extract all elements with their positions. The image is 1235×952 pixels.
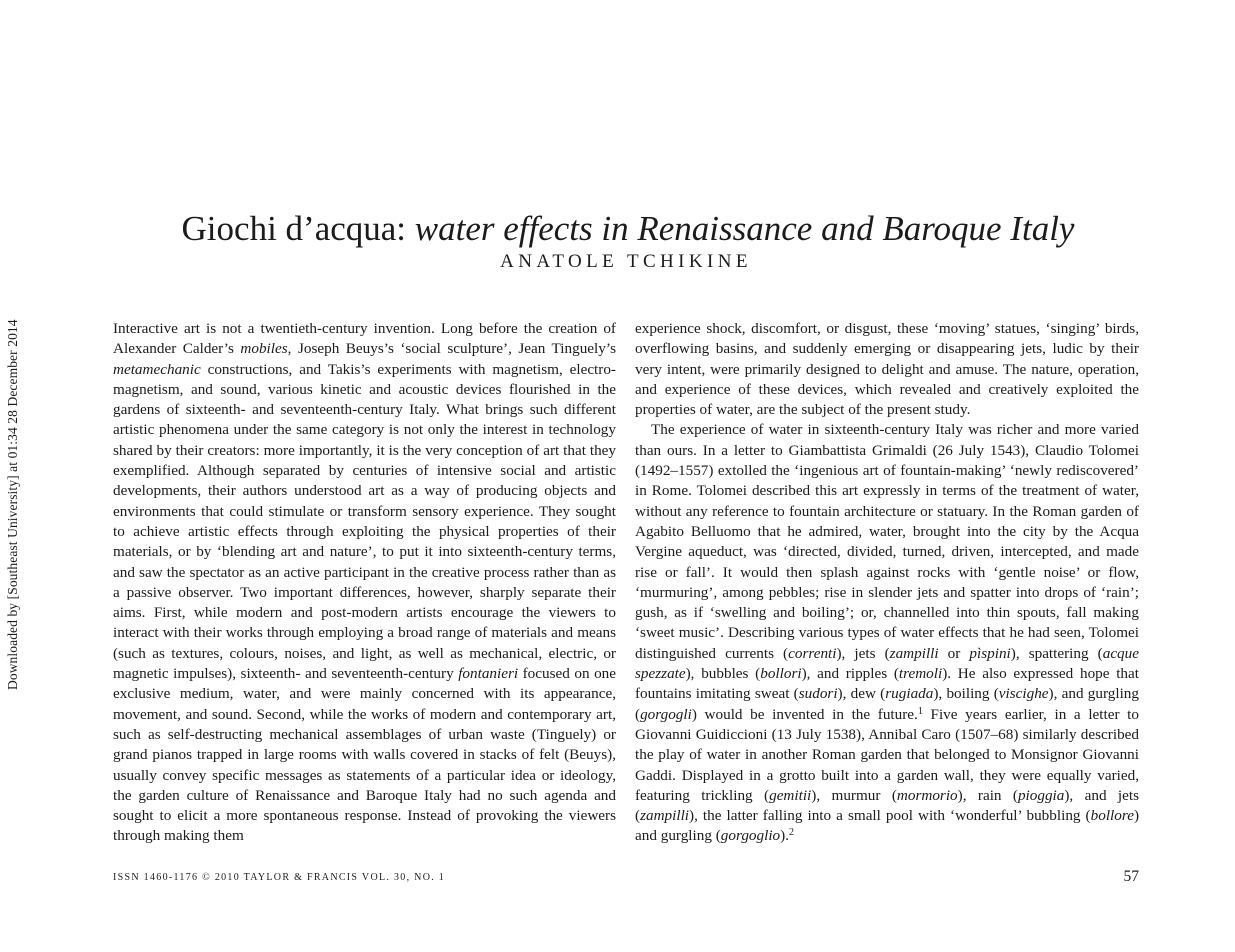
text-run: ), and gurgling ( — [635, 685, 1139, 723]
right-column — [635, 319, 1139, 847]
text-run: ), spattering ( — [1010, 644, 1103, 662]
download-notice — [2, 270, 22, 690]
italic-term: sudori — [798, 685, 838, 703]
italic-term: gorgoglio — [720, 827, 781, 845]
footnote-marker: 2 — [789, 827, 794, 839]
italic-term: gorgogli — [640, 705, 692, 723]
italic-term: mormorio — [896, 786, 958, 804]
article-title — [0, 209, 1235, 249]
text-run: ). He also expressed hope that fountains imitating sweat ( — [635, 665, 1139, 703]
italic-term: bollore — [1090, 807, 1134, 825]
footnote-marker: 1 — [917, 705, 923, 717]
italic-term: correnti — [788, 644, 837, 662]
page-number: 57 — [1123, 868, 1139, 885]
italic-term: bollori — [760, 665, 802, 683]
article-author: ANATOLE TCHIKINE — [500, 251, 752, 272]
text-run: ), jets ( — [836, 644, 890, 662]
left-column — [113, 319, 616, 847]
italic-term: pìspini — [969, 644, 1011, 662]
text-run: ) would be invented in the future. — [691, 705, 918, 723]
text-run: ), and ripples ( — [801, 665, 899, 683]
right-paragraph-2 — [635, 420, 1139, 846]
text-run: ), dew ( — [837, 685, 886, 703]
text-run: ), the latter falling into a small pool with ‘wonderful’ bubbling ( — [689, 807, 1091, 825]
text-run: Interactive art is not a twentieth-century invention. Long before the creation of Alexander Calder’s — [113, 320, 616, 358]
italic-term: zampilli — [889, 644, 939, 662]
text-run: ), bubbles ( — [685, 665, 761, 683]
text-run: ) and gurgling ( — [635, 807, 1139, 845]
text-run: ), murmur ( — [811, 786, 897, 804]
text-run: ), boiling ( — [933, 685, 999, 703]
italic-term: gemitii — [769, 786, 812, 804]
italic-term: metamechanic — [113, 360, 201, 378]
right-paragraph-1: experience shock, discomfort, or disgust, these ‘moving’ statues, ‘singing’ birds, overflowing basins, and suddenly emerging or disappearing jets, ludic by their very intent, were primarily designed to delight and amuse. The nature, operation, and experience of these devices, which revealed and creatively exploited the properties of water, are the subject of the present study. — [635, 320, 1139, 419]
text-run: ), rain ( — [957, 786, 1018, 804]
journal-info: ISSN 1460-1176 © 2010 TAYLOR & FRANCIS VOL. 30, NO. 1 — [113, 872, 446, 883]
italic-term: viscighe — [998, 685, 1049, 703]
italic-term: acque spezzate — [635, 644, 1139, 683]
italic-term: mobiles — [240, 340, 288, 358]
italic-term: fontanieri — [458, 665, 519, 683]
text-run: , Joseph Beuys’s ‘social sculpture’, Jean Tinguely’s — [287, 340, 616, 358]
italic-term: zampilli — [640, 807, 690, 825]
text-run: Five years earlier, in a letter to Giovanni Guidiccioni (13 July 1538), Annibal Caro (1507–68) similarly described the play of water in another Roman garden that belonged to Monsignor Giovanni Gaddi. Displayed in a grotto built into a garden wall, they were equally varied, featuring trickling ( — [635, 705, 1139, 804]
text-run: or — [938, 644, 970, 662]
title-italic: water effects in Renaissance and Baroque Italy — [414, 209, 1075, 249]
italic-term: rugiada — [885, 685, 934, 703]
download-notice-text: Downloaded by [Southeast University] at 01:34 28 December 2014 — [5, 319, 20, 690]
text-run: The experience of water in sixteenth-century Italy was richer and more varied than ours. In a letter to Giambattista Grimaldi (26 July 1543), Claudio Tolomei (1492–1557) extolled the ‘ingenious art of fountain-making’ ‘newly rediscovered’ in Rome. Tolomei described this art expressly in terms of the treatment of water, without any reference to fountain architecture or statuary. In the Roman garden of Agabito Belluomo that he admired, water, brought into the city by the Acqua Vergine aqueduct, was ‘directed, divided, turned, driven, intercepted, and made rise or fall’. It would then splash against rocks with ‘gentle noise’ or flow, ‘murmuring’, among pebbles; rise in slender jets and spatter into drops of ‘rain’; gush, as if ‘swelling and boiling’; or, channelled into thin spouts, fall making ‘sweet music’. Describing various types of water effects that he had seen, Tolomei distinguished currents ( — [635, 421, 1139, 662]
text-run: focused on one exclusive medium, water, and were mainly concerned with its appearance, movement, and sound. Second, while the works of modern and contemporary art, such as self-destructing mechanical assemblages of urban waste (Tinguely) or grand pianos trapped in large rooms with walls covered in stacks of felt (Beuys), usually convey specific messages as statements of a particular idea or ideology, the garden culture of Renaissance and Baroque Italy had no such agenda and sought to elicit a more spontaneous response. Instead of provoking the viewers through making them — [113, 665, 616, 845]
text-run: ), and jets ( — [635, 786, 1140, 825]
italic-term: pioggia — [1017, 786, 1065, 804]
italic-term: tremoli — [898, 665, 943, 683]
left-paragraph-1 — [113, 319, 616, 847]
text-run: ). — [780, 827, 789, 845]
text-run: constructions, and Takis’s experiments with magnetism, electro-magnetism, and sound, various kinetic and acoustic devices flourished in the gardens of sixteenth- and seventeenth-century Italy. What brings such different artistic phenomena under the same category is not only the interest in technology shared by their creators: more importantly, it is the very conception of art that they exemplified. Although separated by centuries of intensive social and artistic developments, their authors understood art as a way of producing objects and environments that could stimulate or transform sensory experience. They sought to achieve artistic effects through exploiting the physical properties of their materials, or by ‘blending art and nature’, to put it into sixteenth-century terms, and saw the spectator as an active participant in the creative process rather than as a passive observer. Two important differences, however, sharply separate their aims. First, while modern and post-modern artists encourage the viewers to interact with their works through employing a broad range of materials and means (such as textures, colours, noises, and light, as well as mechanical, electric, or magnetic impulses), sixteenth- and seventeenth-century — [113, 360, 616, 683]
title-main: Giochi d’acqua: — [181, 209, 407, 249]
